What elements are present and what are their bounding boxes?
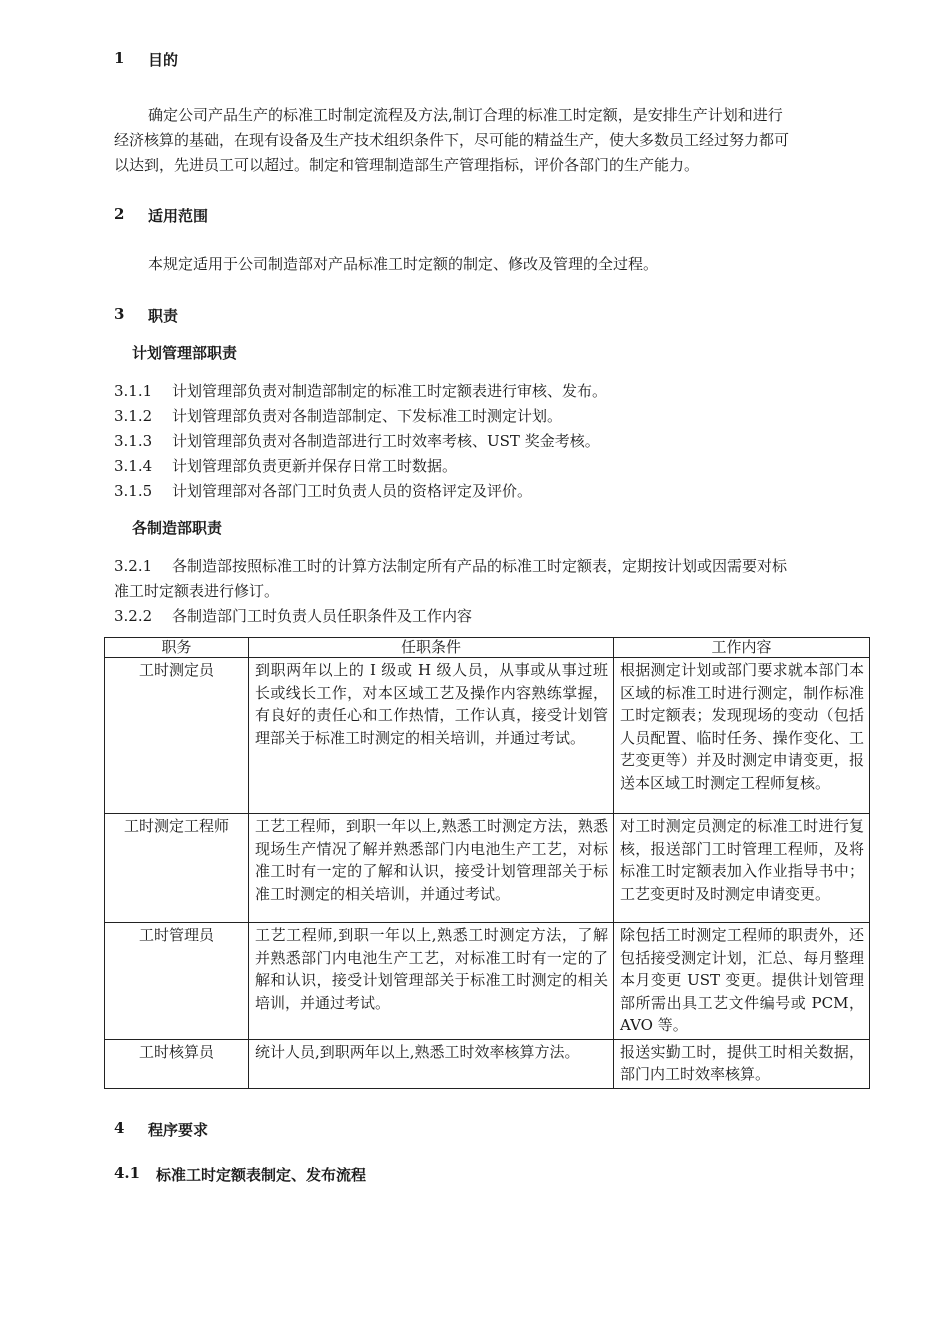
duty-item bbox=[114, 480, 532, 501]
section-2-title: 适用范围 bbox=[148, 207, 209, 225]
duty-item-number: 3.1.1 bbox=[114, 382, 153, 400]
duty-item-text: 各制造部门工时负责人员任职条件及工作内容 bbox=[172, 607, 473, 625]
table-header-cell: 职务 bbox=[105, 638, 249, 658]
personnel-requirements-table bbox=[104, 637, 870, 1089]
section-4-title: 程序要求 bbox=[148, 1121, 209, 1139]
duty-item-number: 3.1.3 bbox=[114, 432, 153, 450]
section-1-body-line-1: 确定公司产品生产的标准工时制定流程及方法,制订合理的标准工时定额，是安排生产计划和进行 bbox=[148, 106, 783, 124]
duty-item bbox=[114, 405, 562, 426]
section-1-body-line-3: 以达到，先进员工可以超过。制定和管理制造部生产管理指标，评价各部门的生产能力。 bbox=[114, 156, 700, 174]
duty-item-number: 3.1.2 bbox=[114, 407, 153, 425]
section-1-body-line-2: 经济核算的基础，在现有设备及生产技术组织条件下，尽可能的精益生产，使大多数员工经过努力都可 bbox=[114, 131, 790, 149]
duty-item-text: 计划管理部负责对制造部制定的标准工时定额表进行审核、发布。 bbox=[172, 382, 608, 400]
role-cell: 工时测定工程师 bbox=[105, 814, 249, 923]
role-cell: 工时核算员 bbox=[105, 1039, 249, 1088]
requirement-cell: 统计人员,到职两年以上,熟悉工时效率核算方法。 bbox=[249, 1039, 614, 1088]
table-row bbox=[105, 658, 870, 814]
subsection-3-2-title: 各制造部职责 bbox=[132, 519, 223, 537]
duty-item-text: 计划管理部对各部门工时负责人员的资格评定及评价。 bbox=[172, 482, 533, 500]
section-3-number: 3 bbox=[114, 305, 125, 323]
table-header-cell: 工作内容 bbox=[614, 638, 870, 658]
subsection-3-1-title: 计划管理部职责 bbox=[132, 344, 238, 362]
table-row bbox=[105, 814, 870, 923]
requirement-cell: 到职两年以上的 I 级或 H 级人员，从事或从事过班长或线长工作，对本区域工艺及操作内容熟练掌握，有良好的责任心和工作热情，工作认真，接受计划管理部关于标准工时测定的相关培训，并通过考试。 bbox=[249, 658, 614, 814]
duty-item bbox=[114, 380, 607, 401]
duty-item-3-2-1 bbox=[114, 555, 787, 576]
duty-item-3-2-2 bbox=[114, 605, 472, 626]
subsection-4-1-number: 4.1 bbox=[114, 1164, 141, 1182]
work-content-cell: 根据测定计划或部门要求就本部门本区域的标准工时进行测定，制作标准工时定额表；发现现场的变动（包括人员配置、临时任务、操作变化、工艺变更等）并及时测定申请变更，报送本区域工时测定工程师复核。 bbox=[614, 658, 870, 814]
duty-item-text: 计划管理部负责对各制造部制定、下发标准工时测定计划。 bbox=[172, 407, 563, 425]
work-content-cell: 报送实勤工时，提供工时相关数据，部门内工时效率核算。 bbox=[614, 1039, 870, 1088]
duty-item-number: 3.1.4 bbox=[114, 457, 153, 475]
duty-item-3-2-1-continued: 准工时定额表进行修订。 bbox=[114, 582, 280, 600]
section-4-number: 4 bbox=[114, 1119, 125, 1137]
role-cell: 工时测定员 bbox=[105, 658, 249, 814]
table-header-cell: 任职条件 bbox=[249, 638, 614, 658]
role-cell: 工时管理员 bbox=[105, 923, 249, 1040]
duty-item-number: 3.2.1 bbox=[114, 557, 153, 575]
duty-item-number: 3.2.2 bbox=[114, 607, 153, 625]
table-row bbox=[105, 1039, 870, 1088]
requirement-cell: 工艺工程师，到职一年以上,熟悉工时测定方法，熟悉现场生产情况了解并熟悉部门内电池生产工艺，对标准工时有一定的了解和认识，接受计划管理部关于标准工时测定的相关培训，并通过考试。 bbox=[249, 814, 614, 923]
table-header-row bbox=[105, 638, 870, 658]
work-content-cell: 除包括工时测定工程师的职责外，还包括接受测定计划，汇总、每月整理本月变更 UST 变更。提供计划管理部所需出具工艺文件编号或 PCM，AVO 等。 bbox=[614, 923, 870, 1040]
section-3-title: 职责 bbox=[148, 307, 179, 325]
duty-item-text: 计划管理部负责对各制造部进行工时效率考核、UST 奖金考核。 bbox=[172, 432, 600, 450]
subsection-4-1-title: 标准工时定额表制定、发布流程 bbox=[156, 1166, 367, 1184]
section-2-body: 本规定适用于公司制造部对产品标准工时定额的制定、修改及管理的全过程。 bbox=[148, 255, 659, 273]
duty-item bbox=[114, 430, 600, 451]
requirement-cell: 工艺工程师,到职一年以上,熟悉工时测定方法，了解并熟悉部门内电池生产工艺，对标准工时有一定的了解和认识，接受计划管理部关于标准工时测定的相关培训，并通过考试。 bbox=[249, 923, 614, 1040]
duty-item-number: 3.1.5 bbox=[114, 482, 153, 500]
duty-item bbox=[114, 455, 457, 476]
duty-item-text: 计划管理部负责更新并保存日常工时数据。 bbox=[172, 457, 458, 475]
table-row bbox=[105, 923, 870, 1040]
work-content-cell: 对工时测定员测定的标准工时进行复核，报送部门工时管理工程师，及将标准工时定额表加入作业指导书中；工艺变更时及时测定申请变更。 bbox=[614, 814, 870, 923]
section-1-number: 1 bbox=[114, 49, 125, 67]
section-2-number: 2 bbox=[114, 205, 125, 223]
section-1-title: 目的 bbox=[148, 51, 179, 69]
duty-item-text: 各制造部按照标准工时的计算方法制定所有产品的标准工时定额表，定期按计划或因需要对标 bbox=[172, 557, 788, 575]
